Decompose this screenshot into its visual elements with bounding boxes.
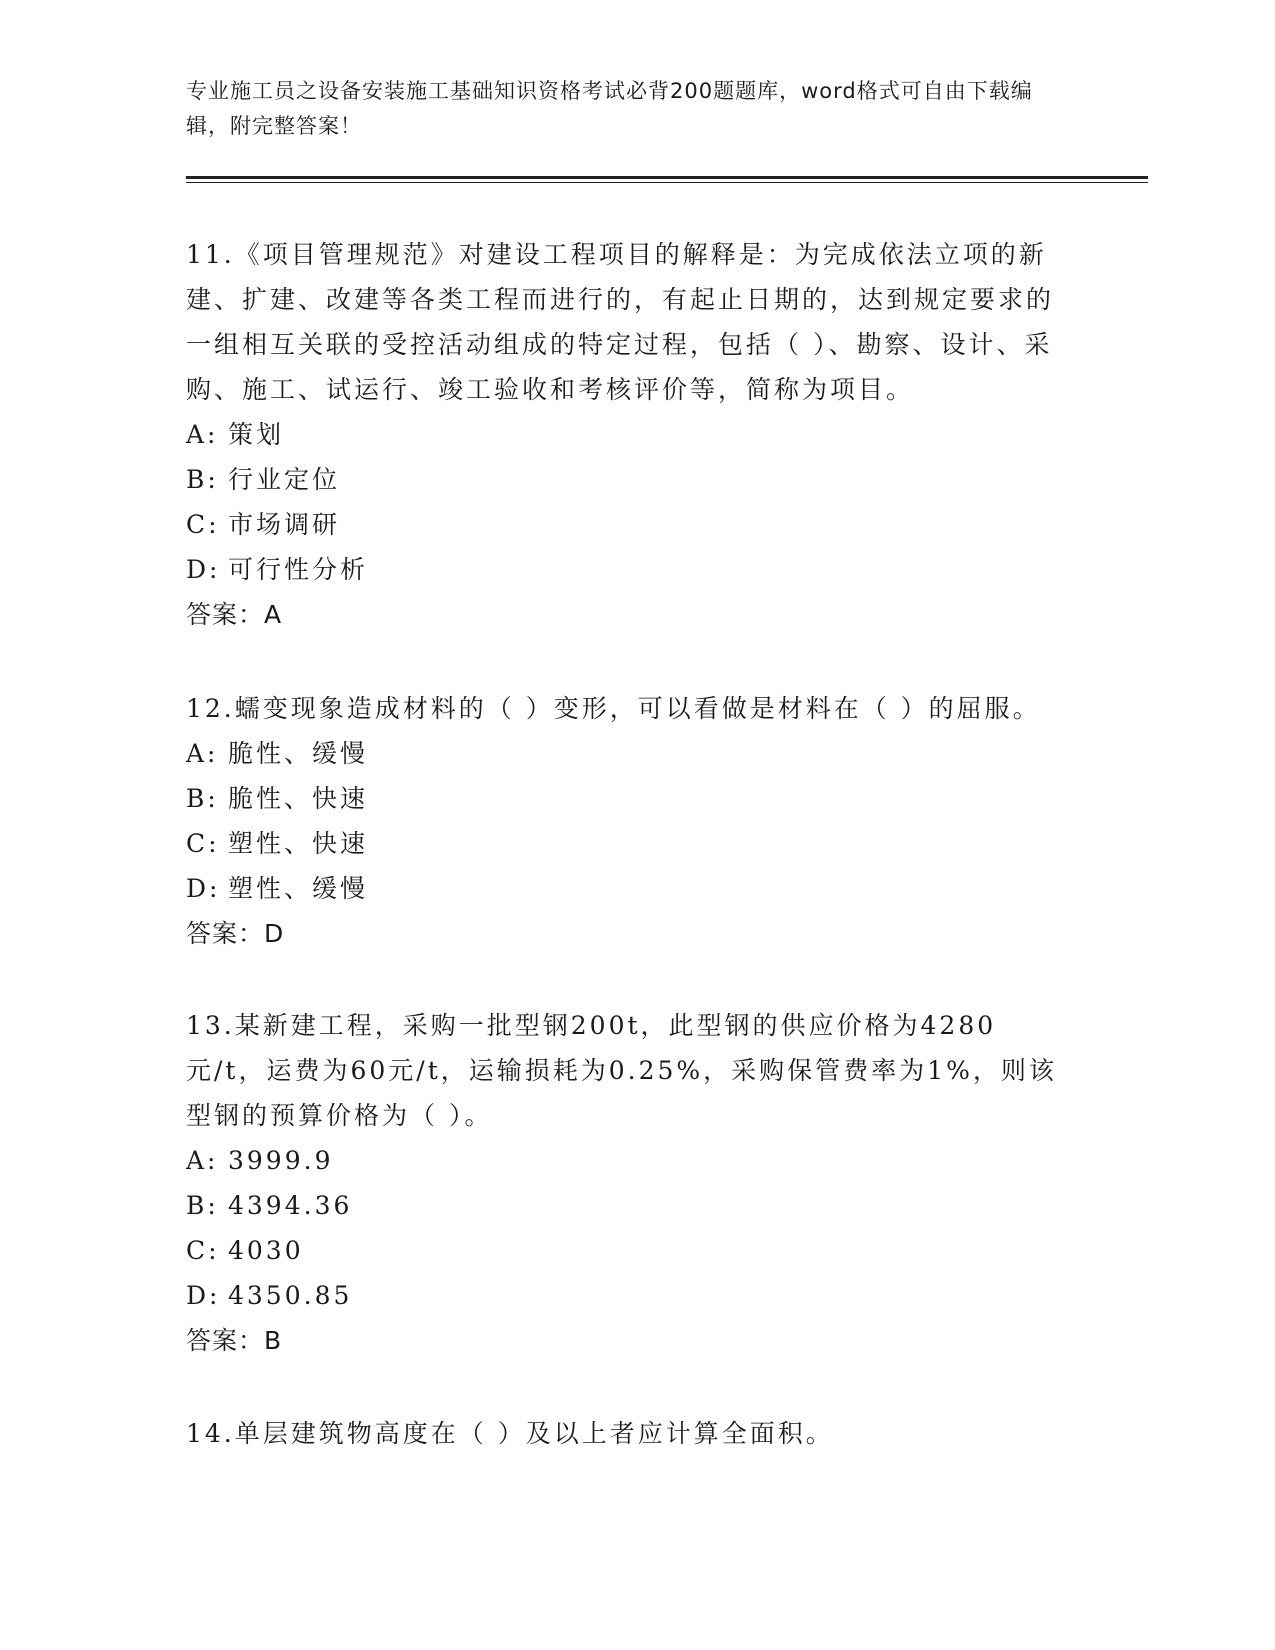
- option-key: A:: [186, 1146, 219, 1175]
- option-c: [186, 821, 1066, 866]
- option-key: A:: [186, 420, 219, 449]
- answer: 答案：B: [186, 1326, 283, 1355]
- option-text: 市场调研: [228, 510, 341, 539]
- option-text: 行业定位: [228, 465, 341, 494]
- option-d: [186, 866, 1066, 911]
- question-13: [186, 1003, 1066, 1363]
- option-text: 可行性分析: [228, 555, 369, 584]
- answer: 答案：A: [186, 600, 283, 629]
- option-key: B:: [186, 465, 219, 494]
- option-key: D:: [186, 874, 221, 903]
- option-text: 塑性、快速: [228, 829, 369, 858]
- option-c: [186, 502, 1066, 547]
- option-a: [186, 412, 1066, 457]
- option-b: [186, 457, 1066, 502]
- option-key: B:: [186, 784, 219, 813]
- option-key: A:: [186, 739, 219, 768]
- option-text: 脆性、缓慢: [228, 739, 369, 768]
- option-text: 4350.85: [228, 1281, 353, 1310]
- question-12: [186, 686, 1066, 956]
- option-text: 脆性、快速: [228, 784, 369, 813]
- document-header: 专业施工员之设备安装施工基础知识资格考试必背200题题库，word格式可自由下载编辑，附完整答案！: [186, 79, 1033, 138]
- option-text: 塑性、缓慢: [228, 874, 369, 903]
- header-divider: [186, 176, 1148, 179]
- option-key: C:: [186, 1236, 220, 1265]
- option-key: D:: [186, 1281, 221, 1310]
- question-stem: 14.单层建筑物高度在（ ）及以上者应计算全面积。: [186, 1419, 834, 1448]
- option-text: 3999.9: [228, 1146, 334, 1175]
- question-stem: 13.某新建工程，采购一批型钢200t，此型钢的供应价格为4280元/t，运费为60元/t，运输损耗为0.25%，采购保管费率为1%，则该型钢的预算价格为（ ）。: [186, 1011, 1057, 1130]
- option-key: C:: [186, 510, 220, 539]
- question-stem: 12.蠕变现象造成材料的（ ）变形，可以看做是材料在（ ）的屈服。: [186, 694, 1041, 723]
- question-stem: 11.《项目管理规范》对建设工程项目的解释是：为完成依法立项的新建、扩建、改建等各类工程而进行的，有起止日期的，达到规定要求的一组相互关联的受控活动组成的特定过程，包括（ ）、勘察、设计、采购、施工、试运行、竣工验收和考核评价等，简称为项目。: [186, 240, 1055, 404]
- question-14: [186, 1411, 1066, 1456]
- question-11: [186, 232, 1066, 637]
- option-a: [186, 731, 1066, 776]
- option-d: [186, 547, 1066, 592]
- option-key: D:: [186, 555, 221, 584]
- header-divider-thin: [186, 182, 1148, 183]
- option-b: [186, 1183, 1066, 1228]
- option-text: 策划: [228, 420, 285, 449]
- option-key: B:: [186, 1191, 219, 1220]
- option-text: 4030: [228, 1236, 304, 1265]
- option-d: [186, 1273, 1066, 1318]
- answer: 答案：D: [186, 919, 285, 948]
- option-c: [186, 1228, 1066, 1273]
- option-key: C:: [186, 829, 220, 858]
- option-b: [186, 776, 1066, 821]
- option-a: [186, 1138, 1066, 1183]
- option-text: 4394.36: [228, 1191, 353, 1220]
